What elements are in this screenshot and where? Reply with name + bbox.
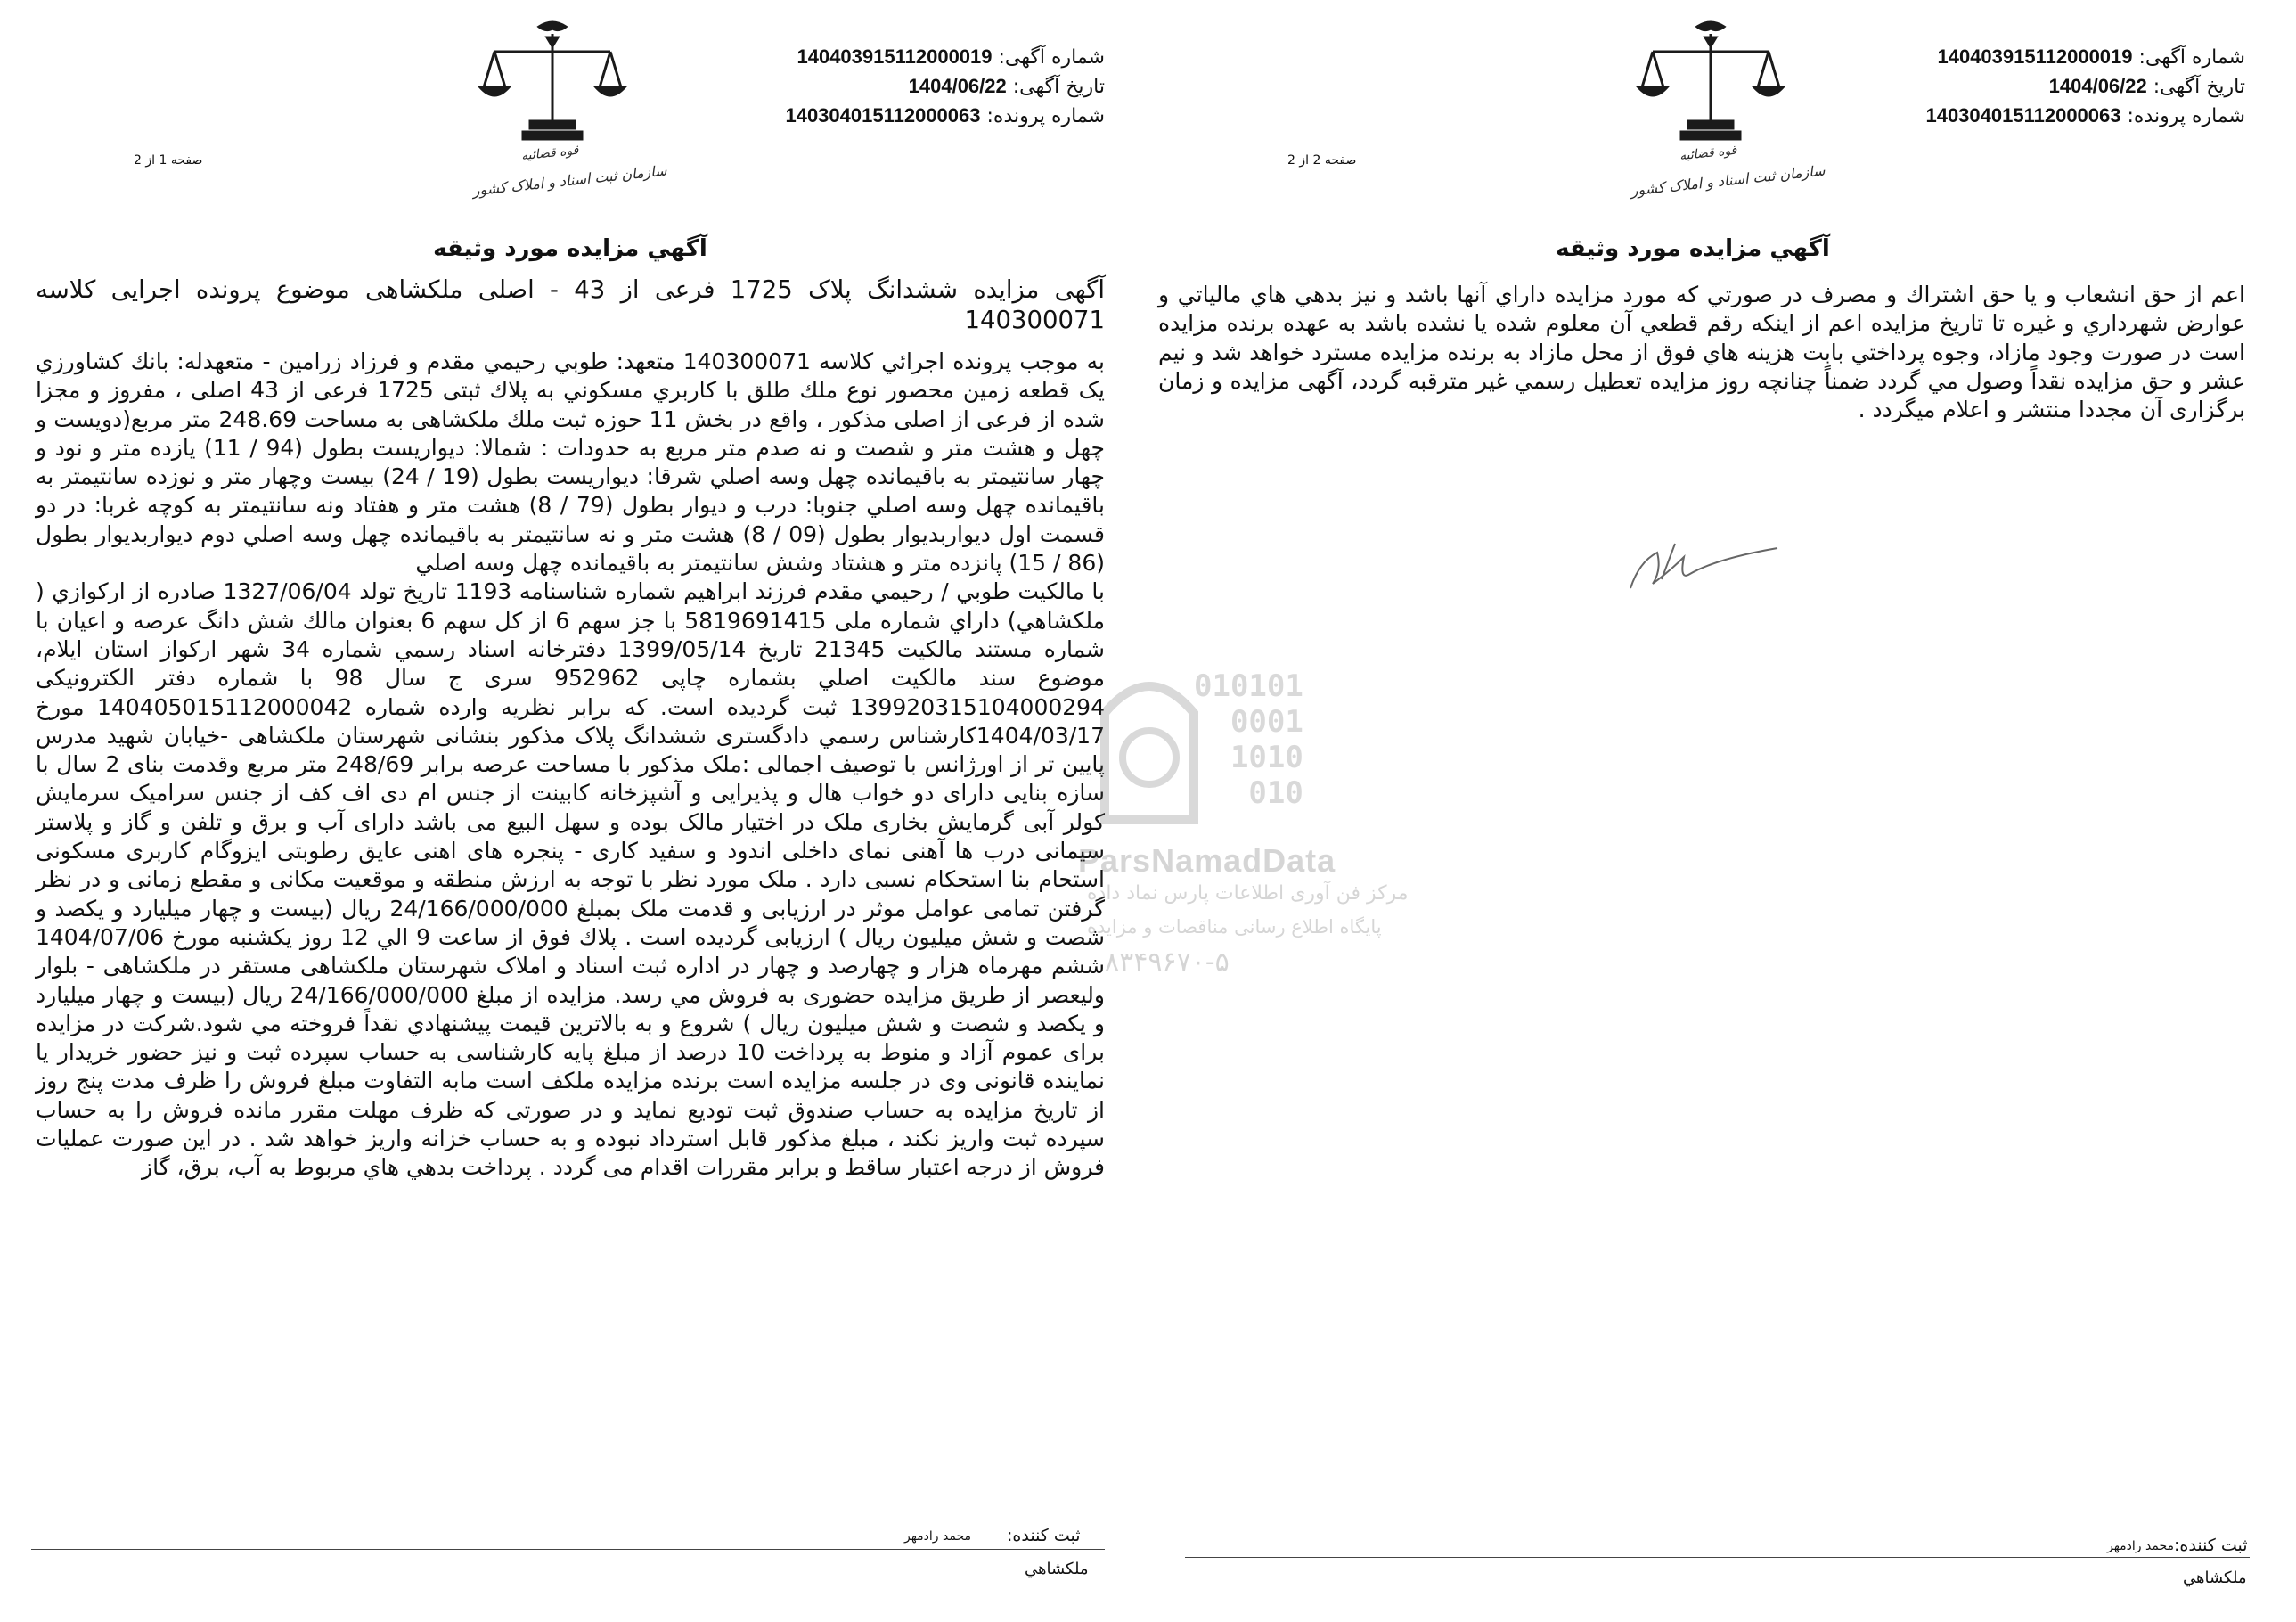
ad-title: آگهي مزايده مورد وثيقه [1556, 235, 1830, 262]
judiciary-emblem [471, 16, 668, 200]
page-number: صفحه 1 از 2 [134, 153, 203, 168]
ad-meta [1871, 43, 2245, 131]
ad-number-label: شماره آگهی: [2138, 46, 2245, 69]
watermark-subtitle-2: پایگاه اطلاع رسانی مناقصات و مزایده [1087, 916, 1382, 938]
watermark-phone: ۸۳۴۹۶۷۰-۵ [1105, 946, 1230, 978]
emblem-caption-2: سازمان ثبت اسناد و املاک كشور [471, 161, 668, 200]
page-number: صفحه 2 از 2 [1287, 153, 1357, 168]
ad-heading: آگهی مزایده ششدانگ پلاک 1725 فرعی از 43 - اصلی ملکشاهی موضوع پرونده اجرایی کلاسه 140300071 [36, 275, 1105, 334]
ad-title: آگهي مزايده مورد وثيقه [433, 235, 707, 262]
recorder-name: محمد رادمهر [904, 1529, 971, 1544]
ad-date-label: تاریخ آگهی: [2153, 76, 2245, 98]
ad-number-label: شماره آگهی: [998, 46, 1105, 69]
scales-of-justice-icon [1635, 16, 1786, 150]
ad-date: 1404/06/22 [2048, 75, 2147, 97]
ad-date-label: تاریخ آگهی: [1012, 76, 1105, 98]
judiciary-emblem [1630, 16, 1826, 200]
ad-date: 1404/06/22 [908, 75, 1007, 97]
ad-number: 140403915112000019 [1937, 45, 2133, 68]
case-number-row [748, 102, 1105, 131]
city: ملكشاهي [2183, 1569, 2247, 1587]
page-1 [18, 0, 1140, 1622]
signature-icon [1622, 535, 1818, 606]
case-number-label: شماره پرونده: [2127, 105, 2245, 127]
ad-date-row [1871, 72, 2245, 102]
watermark-name: ParsNamadData [1078, 842, 1336, 879]
emblem-caption-1: قوه قضائيه [520, 143, 580, 164]
ad-body: به موجب پرونده اجرائي كلاسه 140300071 متعهد: طوبي رحيمي مقدم و فرزاد زرامين - متعهدله: بانك كشاورزي يک قطعه زمين محصور نوع ملك طلق با كاربري مسكوني به پلاك ثبتی 1725 فرعی از 43 اصلی ، مفروز و مجزا شده از فرعی از اصلی مذكور ، واقع در بخش 11 حوزه ثبت ملك ملكشاهی به مساحت 248.69 متر مربع(دويست و چهل و هشت متر و شصت و نه صدم متر مربع به حدودات : شمالا: ديواريست بطول (94 / 11) يازده متر و نود و چهار سانتيمتر به باقيمانده چهل وسه اصلي شرقا: ديواريست بطول (19 / 24) بيست وچهار متر و نوزده سانتيمتر به باقيمانده چهل وسه اصلي جنوبا: درب و ديوار بطول (79 / 8) هشت متر و هفتاد ونه سانتيمتر به كوچه غربا: در دو قسمت اول ديواربديوار بطول (09 / 8) هشت متر و نه سانتيمتر به باقيمانده چهل وسه اصلي دوم ديواربديوار بطول (86 / 15) پانزده متر و هشتاد وشش سانتيمتر به باقيمانده چهل وسه اصلي با مالكيت طوبي / رحيمي مقدم فرزند ابراهيم شماره شناسنامه 1193 تاريخ تولد 1327/06/04 صادره از اركوازي ( ملكشاهي) داراي شماره ملی 5819691415 با جز سهم 6 از كل سهم 6 بعنوان مالك شش دانگ عرصه و اعيان با شماره مستند مالكيت 21345 تاريخ 1399/05/14 دفترخانه اسناد رسمي شماره 34 شهر اركواز استان ايلام، موضوع سند مالكيت اصلي بشماره چاپی 952962 سری ج سال 98 با شماره دفتر الكترونيكی 139920315104000294 ثبت گرديده است. كه برابر نظريه وارده شماره 140405015112000042 مورخ 1404/03/17كارشناس رسمي دادگستری ششدانگ پلاک مذكور بنشانی شهرستان ملكشاهی -خيابان شهيد مدرس پايين تر از اورژانس با توصيف اجمالی :ملک مذكور با مساحت عرصه برابر 248/69 متر مربع وقدمت بنای 2 سال با سازه بنايی دارای دو خواب هال و پذيرايی و آشپزخانه كابينت از جنس ام دی اف كف از جنس سراميک سرمايش كولر آبی گرمايش بخاری ملک در اختيار مالک بوده و سهل البيع می باشد دارای آب و برق و تلفن و گاز و پلاستر سيمانی درب ها آهنی نمای داخلی اندود و سفيد كاری - پنجره های اهنی عايق رطوبتی ايزوگام كاربری مسكونی استحام بنا استحكام نسبی دارد . ملک مورد نظر با توجه به ارزش منطقه و موقعيت مكانی و مقطع زمانی و در نظر گرفتن تمامی عوامل موثر در ارزيابی و قدمت ملک بمبلغ 24/166/000/000 ريال (بيست و چهار ميليارد و يكصد و شصت و شش ميليون ريال ) ارزيابی گرديده است . پلاك فوق از ساعت 9 الي 12 روز يكشنبه مورخ 1404/07/06 ششم مهرماه هزار و چهارصد و چهار در اداره ثبت اسناد و املاک شهرستان ملكشاهی مستقر در ملكشاهی - بلوار وليعصر از طريق مزايده حضوری به فروش مي رسد. مزايده از مبلغ 24/166/000/000 ريال (بيست و چهار ميليارد و يكصد و شصت و شش ميليون ريال ) شروع و به بالاترين قيمت پيشنهادي نقداً فروخته مي شود.شركت در مزايده برای عموم آزاد و منوط به پرداخت 10 درصد از مبلغ پايه كارشناسی به حساب سپرده ثبت و نيز حضور خريدار يا نماينده قانونی وی در جلسه مزايده است برنده مزايده ملكف است مابه التفاوت مبلغ فروش را ظرف مدت پنج روز از تاريخ مزايده به حساب صندوق ثبت توديع نمايد و در صورتی كه ظرف مهلت مقرر مانده فروش را به حساب سپرده ثبت واريز نكند ، مبلغ مذكور قابل استرداد نبوده و به حساب خزانه واريز خواهد شد . در اين صورت عمليات فروش از درجه اعتبار ساقط و برابر مقررات اقدام می گردد . پرداخت بدهي هاي مربوط به آب، برق، گاز [36, 348, 1106, 1181]
city: ملكشاهي [1025, 1560, 1089, 1578]
recorder-label: ثبت كننده: [2174, 1536, 2248, 1555]
parsnamad-watermark [1051, 659, 1409, 980]
ad-number-row [1871, 43, 2245, 72]
ad-number-row [748, 43, 1105, 72]
watermark-bits: 010101 0001 1010 010 [1194, 668, 1303, 811]
emblem-caption-1: قوه قضائيه [1679, 143, 1738, 164]
case-number-row [1871, 102, 2245, 131]
scales-of-justice-icon [477, 16, 628, 150]
case-number-label: شماره پرونده: [986, 105, 1105, 127]
ad-number: 140403915112000019 [797, 45, 993, 68]
emblem-caption-2: سازمان ثبت اسناد و املاک كشور [1630, 161, 1826, 200]
case-number: 140304015112000063 [1925, 104, 2121, 127]
recorder-label: ثبت كننده: [1007, 1526, 1081, 1545]
ad-date-row [748, 72, 1105, 102]
footer-divider [1185, 1557, 2250, 1558]
footer-divider [31, 1549, 1105, 1550]
recorder-name: محمد رادمهر [2107, 1539, 2174, 1553]
watermark-subtitle: مرکز فن آوری اطلاعات پارس نماد داده [1087, 882, 1409, 905]
case-number: 140304015112000063 [785, 104, 981, 127]
ad-body: اعم از حق انشعاب و يا حق اشتراك و مصرف در صورتي كه مورد مزايده داراي آنها باشد و نيز بدهي هاي مالياتي و عوارض شهرداري و غيره تا تاريخ مزايده اعم از اينكه رقم قطعي آن معلوم شده يا نشده باشد به عهده برنده مزايده است در صورت وجود مازاد، وجوه پرداختي بابت هزينه هاي فوق از محل مازاد به برنده مزايده مسترد خواهد شد و نيم عشر و حق مزايده نقداً وصول مي گردد ضمناً چنانچه روز مزايده تعطيل رسمي غير مترقبه گردد، آگهی مزايده و زمان برگزاری آن مجددا منتشر و اعلام ميگردد . [1158, 282, 2245, 423]
ad-meta [748, 43, 1105, 131]
